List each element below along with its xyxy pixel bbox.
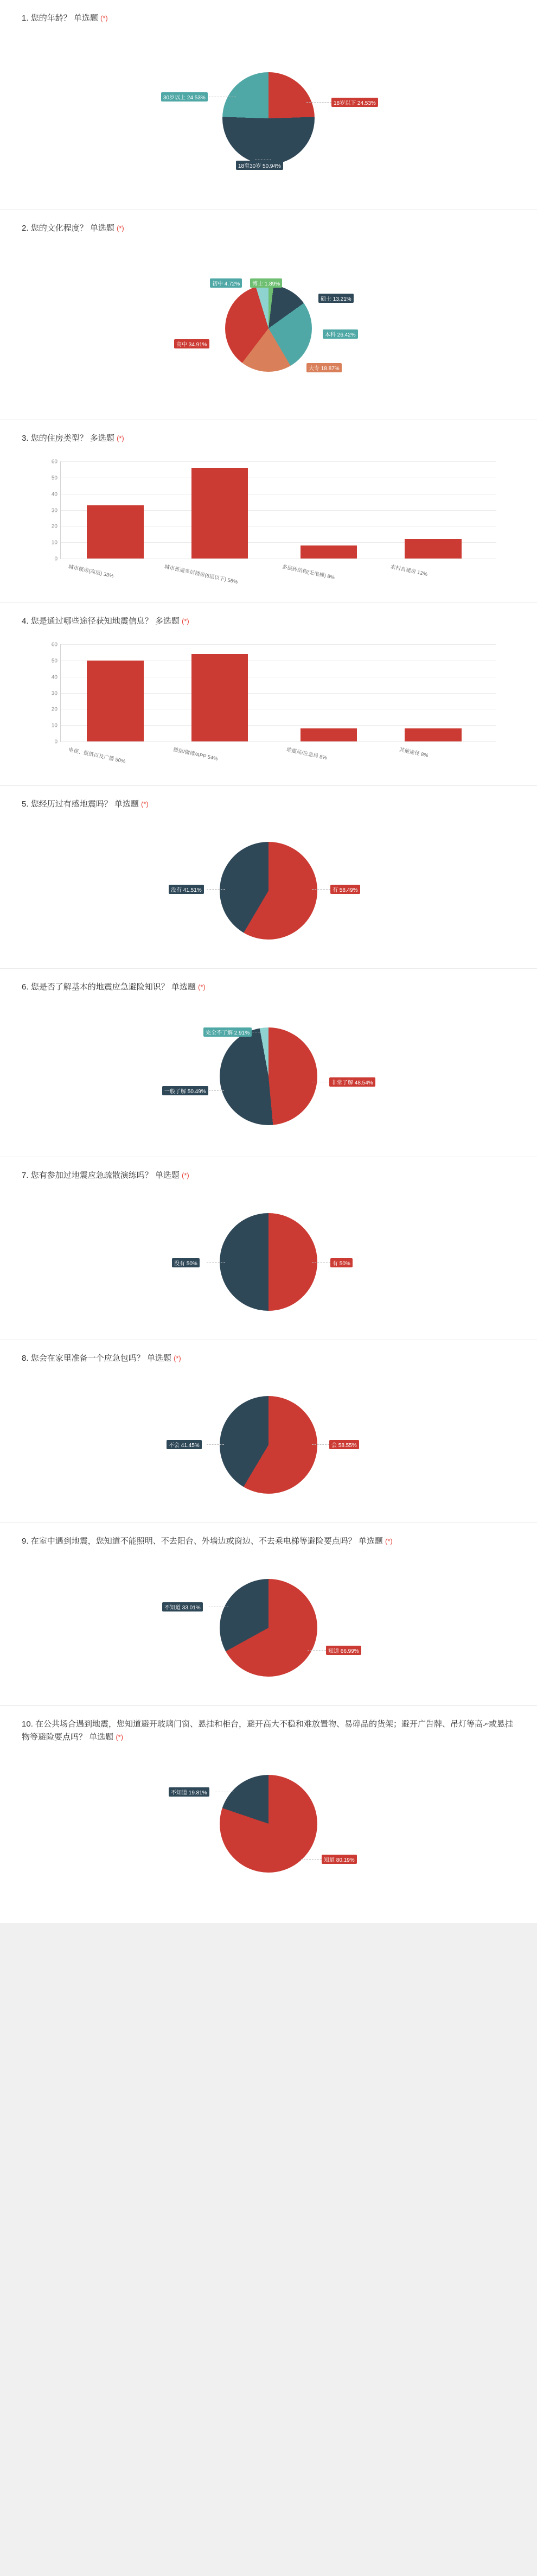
- pie-chart-7: [127, 1194, 410, 1330]
- pie-label-text-2-5: 初中 4.72%: [210, 278, 242, 288]
- pie-label-text-5-0: 有 58.49%: [330, 885, 360, 894]
- pie-slices-1: [222, 72, 315, 164]
- bar-chart-4: [35, 640, 502, 776]
- pie-label-7-1: [172, 1258, 200, 1267]
- bar-segment: [301, 545, 357, 559]
- pie-label-text-2-4: 高中 34.91%: [174, 339, 209, 348]
- pie-label-1-2: [161, 92, 208, 101]
- pie-label-text-2-2: 本科 26.42%: [323, 329, 358, 339]
- y-tick-label: 10: [51, 722, 57, 729]
- pie-chart-9: [127, 1560, 410, 1696]
- pie-label-text-9-1: 不知道 33.01%: [162, 1602, 203, 1611]
- question-number-5: 5: [22, 800, 27, 809]
- y-tick-label: 40: [51, 674, 57, 681]
- question-title-2: 2. 您的文化程度？ 单选题 (*): [22, 224, 124, 233]
- pie-label-text-8-1: 不会 41.45%: [167, 1440, 202, 1449]
- pie-label-text-6-1: 一般了解 50.49%: [162, 1086, 208, 1095]
- pie-label-8-0: [329, 1440, 359, 1449]
- bar-segment: [191, 468, 248, 559]
- pie-chart-5: [127, 823, 410, 959]
- question-block-4: [0, 603, 537, 786]
- required-mark-7: (*): [182, 1171, 189, 1179]
- pie-label-5-1: [169, 885, 204, 894]
- question-block-5: [0, 786, 537, 969]
- y-tick-label: 0: [54, 556, 57, 562]
- y-tick-label: 40: [51, 491, 57, 498]
- pie-slices-6: [220, 1027, 317, 1125]
- pie-label-10-1: [169, 1787, 209, 1797]
- question-title-9: 9. 在室中遇到地震，您知道不能照明、不去阳台、外墙边或窗边、不去乘电梯等避险要点吗？ 单选题 (*): [22, 1537, 393, 1546]
- required-mark-1: (*): [100, 14, 108, 22]
- bar-x-label-0: 电视、报纸以及广播 50%: [68, 746, 126, 765]
- pie-label-text-2-3: 大专 18.87%: [306, 363, 342, 372]
- question-block-8: [0, 1340, 537, 1523]
- bar-x-label-0: 城市楼房(高层) 33%: [68, 563, 114, 580]
- question-number-3: 3: [22, 434, 27, 443]
- pie-label-1-0: [331, 98, 378, 107]
- bar-x-label-1: 微信/微博/APP 54%: [172, 746, 219, 763]
- bar-chart-3: [35, 457, 502, 593]
- chart-area-2: [22, 237, 515, 414]
- bar-x-label-1: 城市普通多层楼房(6层以下) 56%: [163, 563, 238, 586]
- leader-line-9a: [308, 1650, 326, 1651]
- leader-line-1a: [306, 102, 331, 103]
- question-block-7: [0, 1157, 537, 1340]
- pie-label-text-10-1: 不知道 19.81%: [169, 1787, 209, 1797]
- pie-label-text-8-0: 会 58.55%: [329, 1440, 359, 1449]
- question-text-6: 您是否了解基本的地震应急避险知识？ 单选题: [30, 982, 196, 992]
- y-tick-label: 50: [51, 475, 57, 481]
- question-number-1: 1: [22, 14, 27, 23]
- required-mark-10: (*): [116, 1733, 124, 1741]
- leader-line-10a: [301, 1859, 322, 1860]
- pie-label-7-0: [330, 1258, 353, 1267]
- question-text-4: 您是通过哪些途径获知地震信息？ 多选题: [30, 617, 180, 626]
- chart-area-8: [22, 1367, 515, 1517]
- question-text-7: 您有参加过地震应急疏散演练吗？ 单选题: [30, 1171, 180, 1180]
- pie-label-text-9-0: 知道 66.99%: [326, 1646, 361, 1655]
- required-mark-5: (*): [141, 800, 149, 808]
- question-title-6: 6. 您是否了解基本的地震应急避险知识？ 单选题 (*): [22, 982, 206, 992]
- y-tick-label: 10: [51, 540, 57, 546]
- bar-segment: [301, 728, 357, 741]
- required-mark-3: (*): [117, 434, 124, 442]
- chart-area-3: [22, 447, 515, 597]
- question-text-10: 在公共场合遇到地震，您知道避开玻璃门窗、悬挂和柜台，避开高大不稳和难放置物、易碎品的货架；避开广告牌、吊灯等高ނ或悬挂物等避险要点吗？ 单选题: [22, 1720, 513, 1742]
- pie-slices-9: [220, 1579, 317, 1677]
- pie-slices-5: [220, 842, 317, 940]
- y-tick-label: 30: [51, 507, 57, 513]
- pie-slices-2: [225, 285, 312, 372]
- pie-label-text-7-0: 有 50%: [330, 1258, 353, 1267]
- pie-label-9-0: [326, 1646, 361, 1655]
- required-mark-9: (*): [385, 1537, 393, 1545]
- pie-label-1-1: [236, 161, 283, 170]
- required-mark-6: (*): [198, 983, 206, 991]
- pie-label-text-10-0: 知道 80.19%: [322, 1855, 357, 1864]
- pie-label-6-0: [329, 1077, 375, 1087]
- chart-area-10: [22, 1746, 515, 1896]
- pie-chart-1: [127, 37, 410, 200]
- grid-line: [51, 459, 496, 465]
- bar-x-label-2: 多层砖结构(无电梯) 8%: [281, 563, 335, 581]
- pie-label-text-2-1: 硕士 13.21%: [318, 294, 354, 303]
- question-title-4: 4. 您是通过哪些途径获知地震信息？ 多选题 (*): [22, 617, 189, 626]
- pie-slices-8: [220, 1396, 317, 1494]
- chart-area-9: [22, 1550, 515, 1700]
- y-tick-label: 50: [51, 658, 57, 664]
- pie-label-10-0: [322, 1855, 357, 1864]
- question-title-7: 7. 您有参加过地震应急疏散演练吗？ 单选题 (*): [22, 1171, 189, 1180]
- leader-line-8a: [312, 1444, 329, 1445]
- question-number-4: 4: [22, 617, 27, 626]
- pie-label-text-6-0: 非常了解 48.54%: [329, 1077, 375, 1087]
- question-block-3: [0, 420, 537, 603]
- question-title-10: 10. 在公共场合遇到地震，您知道避开玻璃门窗、悬挂和柜台，避开高大不稳和难放置物、易碎品的货架；避开广告牌、吊灯等高ނ或悬挂物等避险要点吗？ 单选题 (*): [22, 1720, 513, 1742]
- required-mark-2: (*): [117, 224, 124, 232]
- question-number-7: 7: [22, 1171, 27, 1180]
- grid-line: [51, 642, 496, 648]
- question-text-8: 您会在家里准备一个应急包吗？ 单选题: [30, 1354, 171, 1363]
- pie-label-text-5-1: 没有 41.51%: [169, 885, 204, 894]
- pie-chart-10: [127, 1756, 410, 1892]
- bar-plot-3: [51, 459, 496, 586]
- leader-line-7b: [207, 1262, 225, 1263]
- pie-label-2-3: [306, 363, 342, 372]
- pie-label-text-7-1: 没有 50%: [172, 1258, 200, 1267]
- question-block-9: [0, 1523, 537, 1706]
- question-text-2: 您的文化程度？ 单选题: [30, 224, 114, 233]
- bar-segment: [405, 728, 461, 741]
- chart-area-1: [22, 27, 515, 204]
- question-number-9: 9: [22, 1537, 27, 1546]
- chart-area-5: [22, 813, 515, 963]
- pie-label-text-6-2: 完全不了解 2.91%: [203, 1027, 252, 1037]
- question-number-2: 2: [22, 224, 27, 233]
- pie-label-2-0: [250, 278, 282, 288]
- pie-label-text-1-2: 30岁以上 24.53%: [161, 92, 208, 101]
- leader-line-5a: [312, 889, 330, 890]
- question-text-3: 您的住房类型？ 多选题: [30, 434, 114, 443]
- question-text-9: 在室中遇到地震，您知道不能照明、不去阳台、外墙边或窗边、不去乘电梯等避险要点吗？ 单选题: [30, 1537, 383, 1546]
- bar-segment: [405, 539, 461, 559]
- pie-label-9-1: [162, 1602, 203, 1611]
- pie-chart-8: [127, 1377, 410, 1513]
- y-tick-label: 20: [51, 706, 57, 713]
- bar-x-label-2: 地震局/应急局 8%: [285, 746, 328, 762]
- pie-label-2-5: [210, 278, 242, 288]
- question-block-6: [0, 969, 537, 1157]
- question-title-8: 8. 您会在家里准备一个应急包吗？ 单选题 (*): [22, 1354, 181, 1363]
- pie-label-text-2-0: 博士 1.89%: [250, 278, 282, 288]
- y-tick-label: 60: [51, 459, 57, 465]
- pie-label-2-1: [318, 294, 354, 303]
- question-number-6: 6: [22, 982, 27, 992]
- leader-line-7a: [312, 1262, 330, 1263]
- question-text-1: 您的年龄？ 单选题: [30, 14, 98, 23]
- bar-segment: [191, 654, 248, 741]
- question-number-10: 10: [22, 1720, 31, 1729]
- leader-line-5b: [207, 889, 225, 890]
- bar-segment: [87, 661, 143, 741]
- pie-label-6-2: [203, 1027, 252, 1037]
- required-mark-4: (*): [182, 617, 189, 625]
- pie-label-5-0: [330, 885, 360, 894]
- pie-slices-7: [220, 1213, 317, 1311]
- pie-label-6-1: [162, 1086, 208, 1095]
- chart-area-7: [22, 1184, 515, 1334]
- required-mark-8: (*): [174, 1354, 181, 1362]
- pie-label-text-1-1: 18至30岁 50.94%: [236, 161, 283, 170]
- y-tick-label: 20: [51, 523, 57, 530]
- y-tick-label: 0: [54, 739, 57, 745]
- pie-chart-6: [127, 1006, 410, 1147]
- question-block-1: [0, 0, 537, 210]
- pie-label-2-2: [323, 329, 358, 339]
- chart-area-4: [22, 630, 515, 780]
- question-title-3: 3. 您的住房类型？ 多选题 (*): [22, 434, 124, 443]
- pie-label-2-4: [174, 339, 209, 348]
- chart-area-6: [22, 996, 515, 1151]
- question-block-10: [0, 1706, 537, 1901]
- question-text-5: 您经历过有感地震吗？ 单选题: [30, 800, 139, 809]
- grid-line: [54, 739, 496, 745]
- bar-x-label-3: 农村自建房 12%: [390, 563, 429, 578]
- question-title-1: 1. 您的年龄？ 单选题 (*): [22, 14, 108, 23]
- leader-line-8b: [207, 1444, 224, 1445]
- pie-chart-2: [127, 247, 410, 410]
- question-block-2: [0, 210, 537, 420]
- question-title-5: 5. 您经历过有感地震吗？ 单选题 (*): [22, 800, 149, 809]
- bar-segment: [87, 505, 143, 559]
- pie-slices-10: [220, 1775, 317, 1873]
- y-tick-label: 60: [51, 642, 57, 648]
- pie-label-8-1: [167, 1440, 202, 1449]
- pie-label-text-1-0: 18岁以下 24.53%: [331, 98, 378, 107]
- bar-plot-4: [51, 642, 496, 765]
- bar-x-label-3: 其他途径 8%: [399, 746, 429, 759]
- question-number-8: 8: [22, 1354, 27, 1363]
- y-tick-label: 30: [51, 690, 57, 696]
